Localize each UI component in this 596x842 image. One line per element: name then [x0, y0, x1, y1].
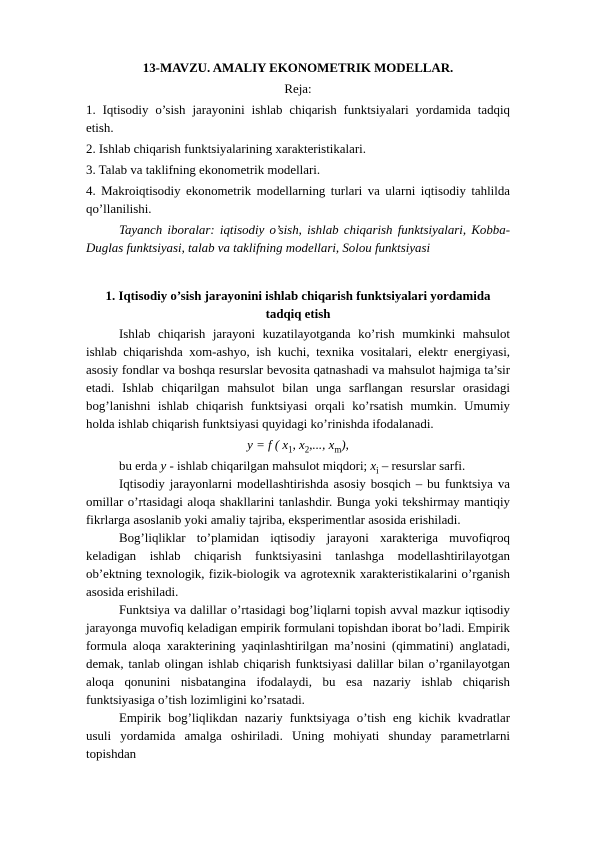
plan-item: 4. Makroiqtisodiy ekonometrik modellarning turlari va ularni iqtisodiy tahlilda qo’llanilishi.: [86, 184, 510, 216]
definition-text: - ishlab chiqarilgan mahsulot miqdori;: [166, 459, 371, 473]
formula-sub: 2: [304, 444, 310, 455]
plan-item: 2. Ishlab chiqarish funktsiyalarining xarakteristikalari.: [86, 142, 366, 156]
formula-sub: m: [334, 444, 342, 455]
body-paragraph: Ishlab chiqarish jarayoni kuzatilayotganda ko’rish mumkinki mahsulot ishlab chiqarishda xom-ashyo, ish kuchi, texnika vositalari, elektr energiyasi, asosiy fondlar va boshqa resurslar bevosita qatnashadi va mahsulot hajmiga ta’sir etadi. Ishlab chiqarilgan mahsulot bilan unga sarflangan resurslar orasidagi bog’lanishni ishlab chiqarish funktsiyasi orqali ko’rsatish mumkin. Umumiy holda ishlab chiqarish funktsiyasi quyidagi ko’rinishda ifodalanadi.: [86, 327, 510, 431]
variable-x: x: [370, 459, 377, 473]
formula-part: ,..., x: [309, 438, 335, 452]
variable-y: y: [160, 459, 167, 473]
body-paragraph: Funktsiya va dalillar o’rtasidagi bog’liqlarni topish avval mazkur iqtisodiy jarayonga muvofiq keladigan empirik formulani topishdan iborat bo’ladi. Empirik formula aloqa xarakterining yaqinlashtirilgan ma’nosini (qimmatini) anglatadi, demak, tanlab olingan ishlab chiqarish funktsiyasi dalillar bilan o’rganilayotgan aloqa qonunini nisbatangina ifodalaydi, bu esa nazariy ishlab chiqarish funktsiyasiga o’tish lozimligini ko’rsatadi.: [86, 603, 510, 707]
plan-item: 1. Iqtisodiy o’sish jarayonini ishlab chiqarish funktsiyalari yordamida tadqiq etish.: [86, 103, 510, 135]
formula-sub: 1: [288, 444, 293, 455]
keywords-paragraph: Tayanch iboralar: iqtisodiy o’sish, ishlab chiqarish funktsiyalari, Kobba-Duglas funktsiyasi, talab va taklifning modellari, Solou funktsiyasi: [86, 223, 510, 255]
formula-lhs: y = f ( x: [247, 438, 289, 452]
formula-part: , x: [292, 438, 305, 452]
section-heading: 1. Iqtisodiy o’sish jarayonini ishlab chiqarish funktsiyalari yordamida tadqiq etish: [105, 289, 491, 321]
document-title: 13-MAVZU. AMALIY EKONOMETRIK MODELLAR.: [142, 61, 454, 75]
plan-item: 3. Talab va taklifning ekonometrik modellari.: [86, 163, 321, 177]
definition-text: – resurslar sarfi.: [378, 459, 466, 473]
variable-subscript: i: [376, 465, 379, 476]
definition-line: [86, 457, 510, 475]
formula-tail: ),: [341, 438, 349, 452]
body-paragraph: Iqtisodiy jarayonlarni modellashtirishda asosiy bosqich – bu funktsiya va omillar o’rtasidagi aloqa shakllarini tanlashdir. Bunga yoki tekshirmay mantiqiy fikrlarga asoslanib yoki amaliy tajriba, eksperimentlar asosida erishiladi.: [86, 477, 510, 527]
definition-text: bu erda: [119, 459, 161, 473]
body-paragraph: Bog’liqliklar to’plamidan iqtisodiy jarayoni xarakteriga muvofiqroq keladigan ishlab chiqarish funktsiyasini tanlashga modellashtirilayotgan ob’ektning texnologik, fizik-biologik va agrotexnik xarakteristikalarini o’rganish asosida erishiladi.: [86, 531, 510, 599]
plan-heading: Reja:: [284, 82, 312, 96]
document-page: [86, 59, 510, 763]
body-paragraph: Empirik bog’liqlikdan nazariy funktsiyaga o’tish eng kichik kvadratlar usuli yordamida amalga oshiriladi. Uning mohiyati shunday parametrlarni topishdan: [86, 711, 510, 761]
production-function-formula: [86, 436, 510, 454]
